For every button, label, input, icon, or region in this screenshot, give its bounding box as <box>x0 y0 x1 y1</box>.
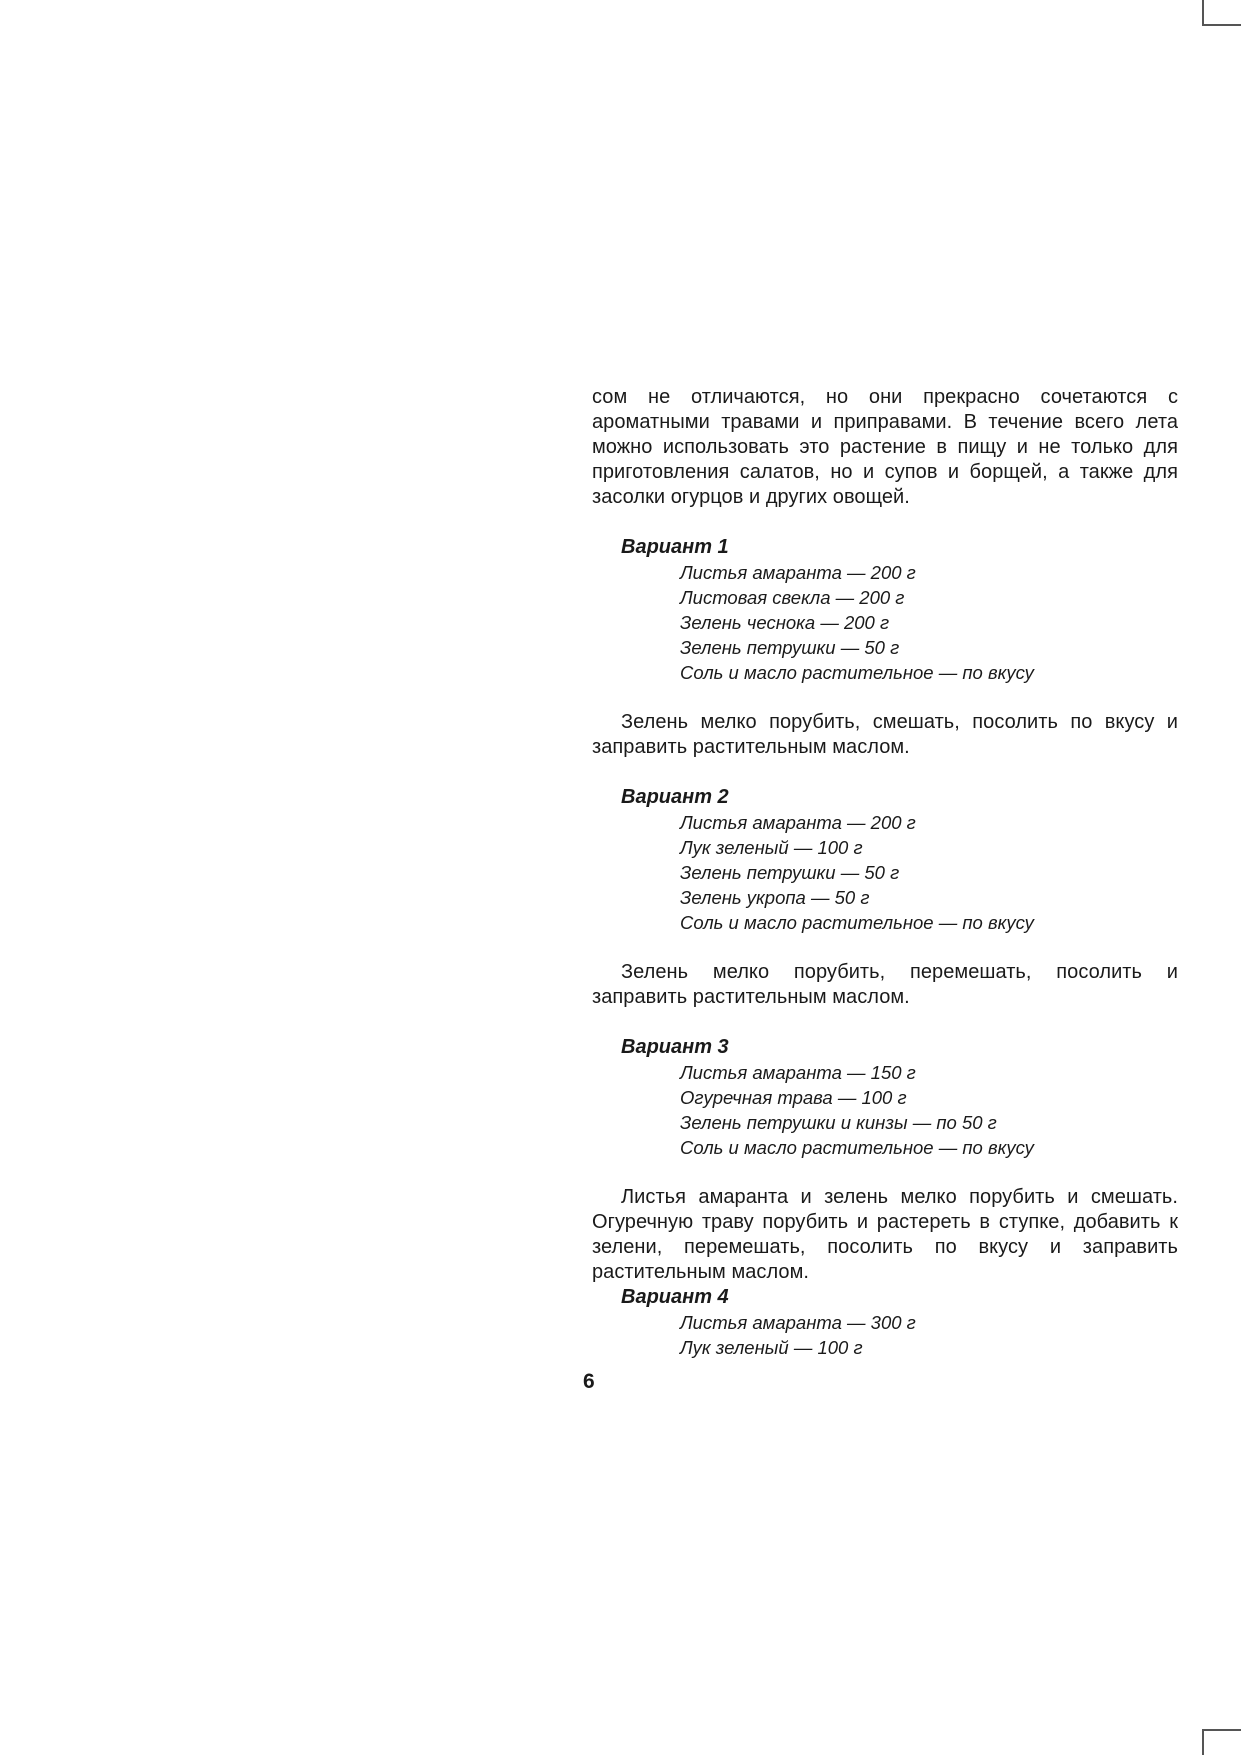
variant-title: Вариант 2 <box>621 786 729 808</box>
ingredient-list <box>592 560 1178 685</box>
recipe-variant-1 <box>592 535 1178 760</box>
ingredient-item: Листья амаранта — 300 г <box>680 1312 916 1333</box>
instructions-paragraph: Листья амаранта и зелень мелко порубить и смешать. Огуречную траву порубить и растереть в ступке, добавить к зелени, перемешать, посолить по вкусу и заправить растительным маслом. <box>592 1186 1178 1283</box>
variant-title: Вариант 1 <box>621 536 729 558</box>
ingredient-item: Соль и масло растительное — по вкусу <box>680 662 1034 683</box>
spacer <box>592 510 1178 535</box>
spacer <box>592 1160 1178 1185</box>
variant-title: Вариант 4 <box>621 1286 729 1308</box>
ingredient-list <box>592 1310 1178 1360</box>
ingredient-item: Зелень петрушки — 50 г <box>680 637 900 658</box>
variant-title: Вариант 3 <box>621 1036 729 1058</box>
ingredient-item: Огуречная трава — 100 г <box>680 1087 907 1108</box>
crop-mark-bottom-vertical <box>1202 1729 1204 1755</box>
page-number: 6 <box>583 1370 595 1393</box>
instructions-paragraph: Зелень мелко порубить, перемешать, посолить и заправить растительным маслом. <box>592 961 1178 1008</box>
ingredient-item: Листья амаранта — 200 г <box>680 562 916 583</box>
ingredient-item: Зелень укропа — 50 г <box>680 887 870 908</box>
crop-mark-top-vertical <box>1202 0 1204 25</box>
ingredient-item: Лук зеленый — 100 г <box>680 837 863 858</box>
ingredient-item: Зелень чеснока — 200 г <box>680 612 890 633</box>
ingredient-item: Листья амаранта — 150 г <box>680 1062 916 1083</box>
ingredient-item: Соль и масло растительное — по вкусу <box>680 912 1034 933</box>
ingredient-item: Зелень петрушки — 50 г <box>680 862 900 883</box>
intro-paragraph: сом не отличаются, но они прекрасно сочетаются с ароматными травами и приправами. В течение всего лета можно использовать это растение в пищу и не только для приготовления салатов, но и супов и борщей, а также для засолки огурцов и других овощей. <box>592 386 1178 508</box>
ingredient-list <box>592 1060 1178 1160</box>
ingredient-list <box>592 810 1178 935</box>
spacer <box>592 1010 1178 1035</box>
recipe-variant-3 <box>592 1035 1178 1285</box>
ingredient-item: Листья амаранта — 200 г <box>680 812 916 833</box>
spacer <box>592 935 1178 960</box>
ingredient-item: Зелень петрушки и кинзы — по 50 г <box>680 1112 997 1133</box>
instructions-paragraph: Зелень мелко порубить, смешать, посолить по вкусу и заправить растительным маслом. <box>592 711 1178 758</box>
spacer <box>592 760 1178 785</box>
spacer <box>592 685 1178 710</box>
ingredient-item: Соль и масло растительное — по вкусу <box>680 1137 1034 1158</box>
recipe-variant-2 <box>592 785 1178 1010</box>
ingredient-item: Лук зеленый — 100 г <box>680 1337 863 1358</box>
crop-mark-top-horizontal <box>1202 24 1241 26</box>
text-column <box>592 385 1178 1360</box>
crop-mark-bottom-horizontal <box>1202 1729 1241 1731</box>
recipe-variant-4 <box>592 1285 1178 1360</box>
ingredient-item: Листовая свекла — 200 г <box>680 587 905 608</box>
